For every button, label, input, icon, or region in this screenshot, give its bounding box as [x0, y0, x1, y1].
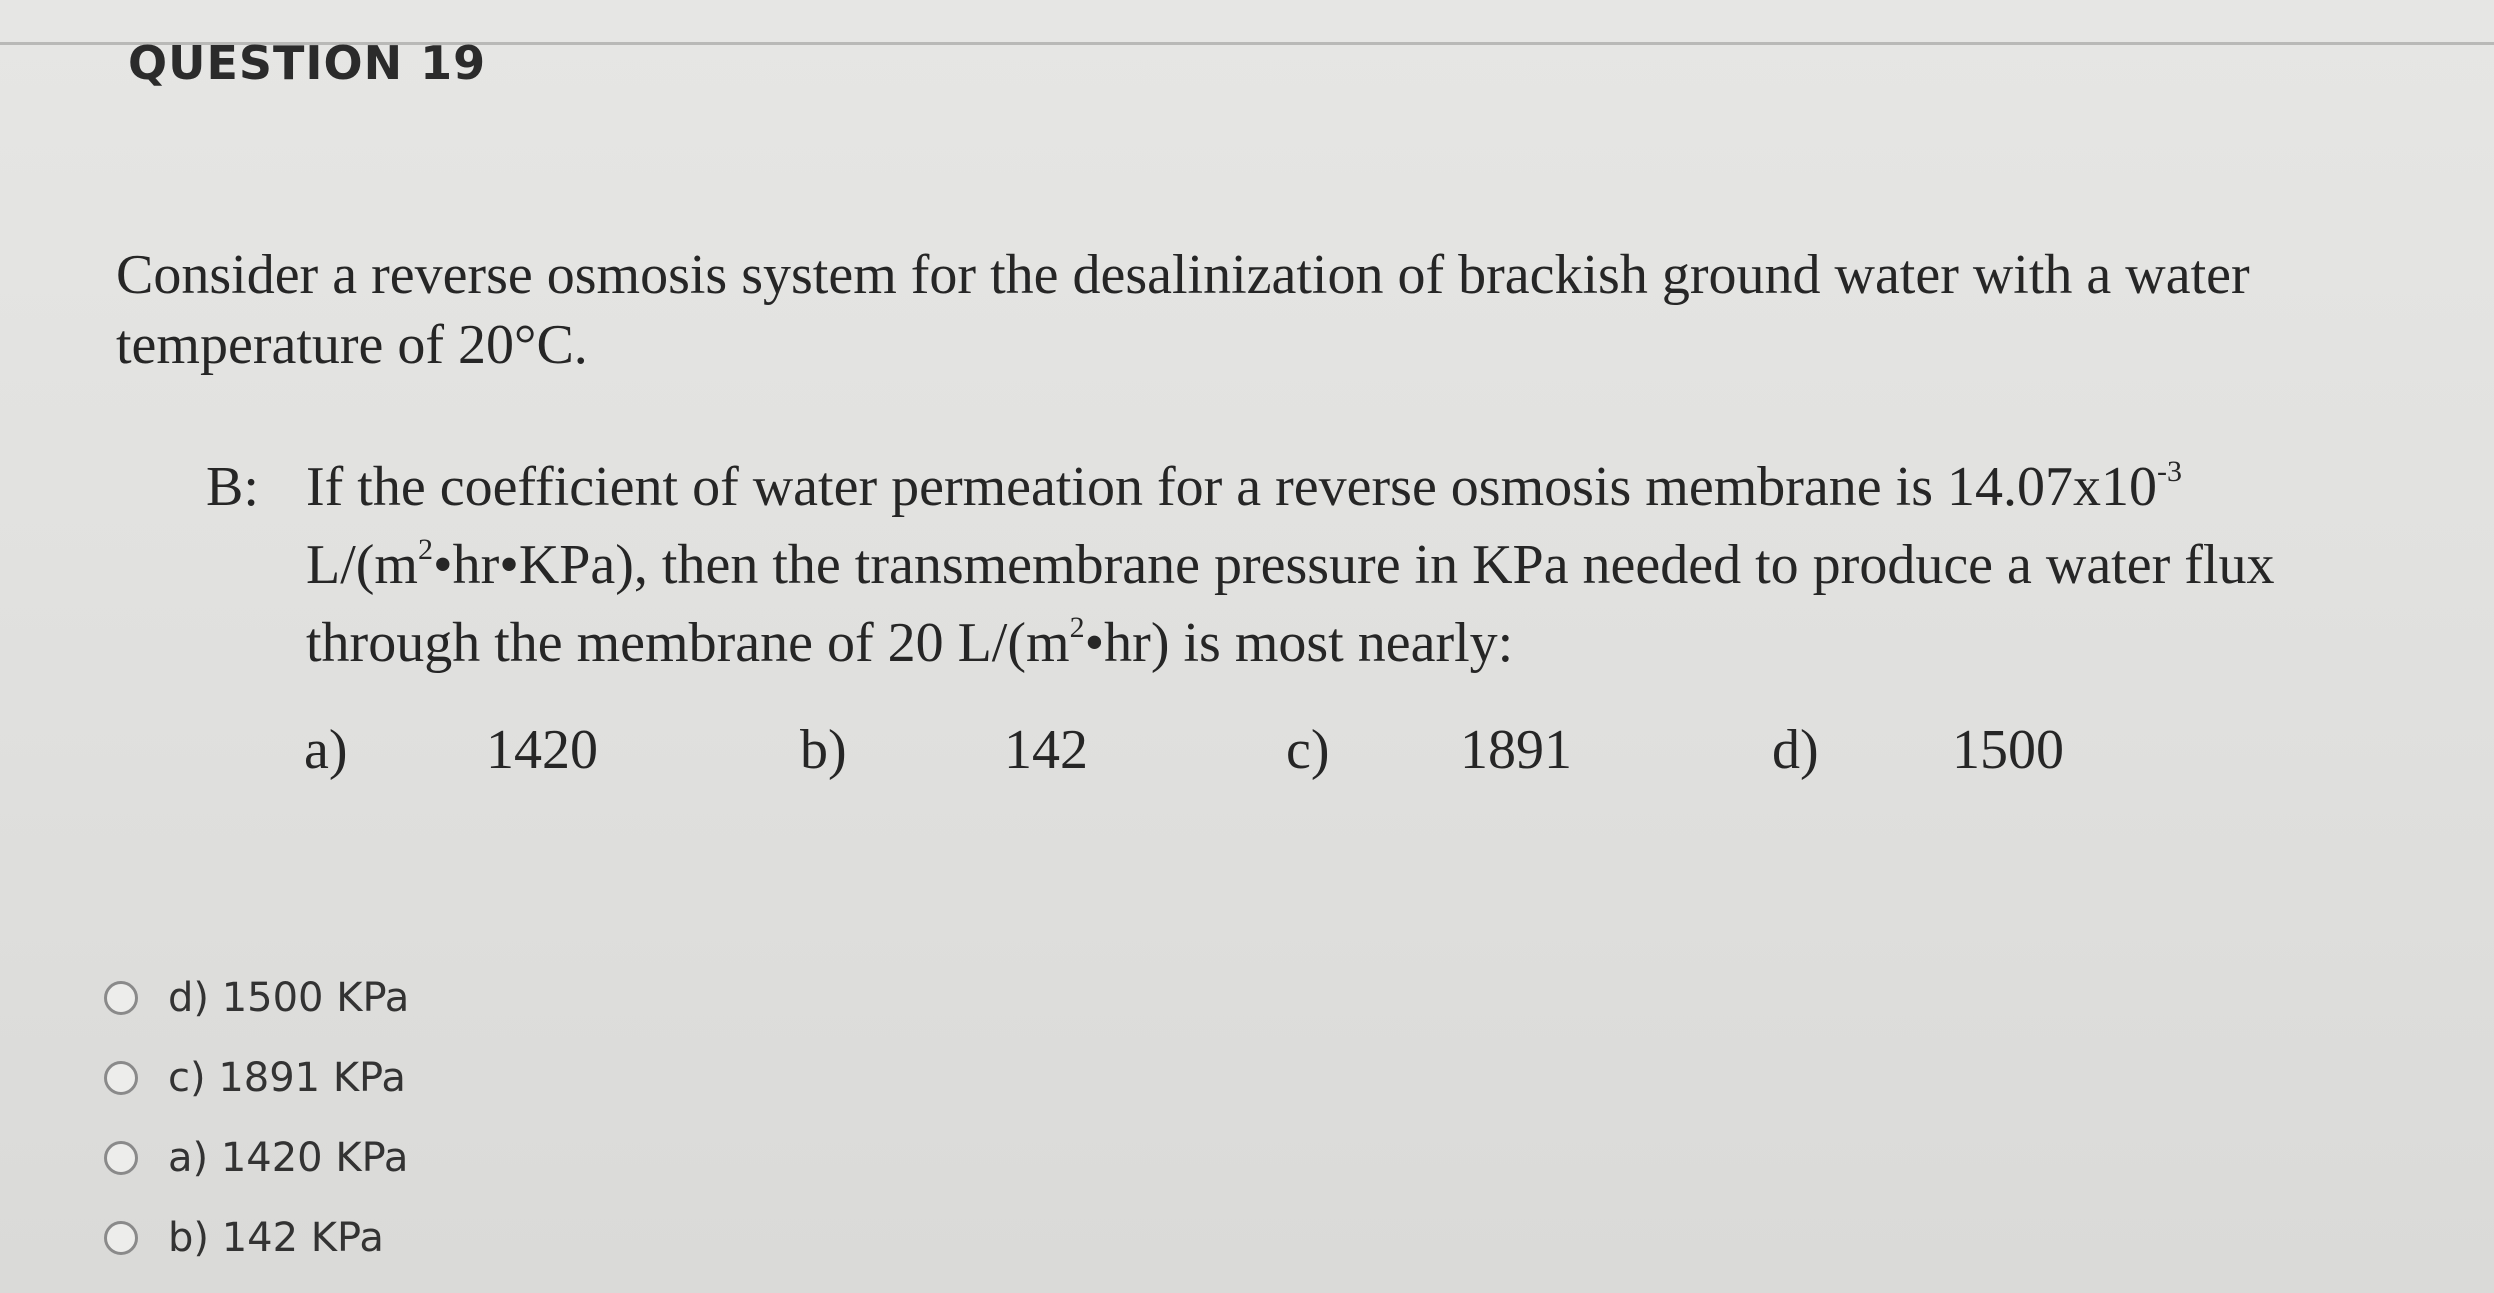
- choice-a-value: 1420: [486, 719, 598, 781]
- radio-button[interactable]: [104, 981, 138, 1015]
- answer-option-a[interactable]: [104, 1118, 409, 1198]
- radio-button[interactable]: [104, 1141, 138, 1175]
- question-part-b: [206, 448, 2446, 682]
- radio-button[interactable]: [104, 1061, 138, 1095]
- choice-b-value: 142: [1004, 719, 1088, 781]
- answer-option-c[interactable]: [104, 1038, 409, 1118]
- part-text-4: •hr) is most nearly:: [1084, 612, 1514, 674]
- exponent-2: 2: [417, 533, 433, 566]
- answer-label: c) 1891 KPa: [168, 1055, 406, 1101]
- choice-c-value: 1891: [1460, 719, 1572, 781]
- answer-option-d[interactable]: [104, 958, 409, 1038]
- question-title: QUESTION 19: [128, 36, 487, 90]
- answer-options: [104, 958, 409, 1278]
- part-text-3: •hr•KPa), then the transmembrane pressure in KPa needed to produce a water flux through the membrane of 20 L/(m: [306, 534, 2275, 674]
- answer-label: d) 1500 KPa: [168, 975, 410, 1021]
- question-prompt: Consider a reverse osmosis system for the desalinization of brackish ground water with a water temperature of 20°C.: [116, 244, 2250, 376]
- answer-label: a) 1420 KPa: [168, 1135, 409, 1181]
- choice-a-letter: a): [304, 719, 348, 781]
- choice-d-letter: d): [1772, 719, 1819, 781]
- choice-d-value: 1500: [1952, 719, 2064, 781]
- part-text-2: L/(m: [306, 534, 418, 596]
- part-text-1: If the coefficient of water permeation for a reverse osmosis membrane is 14.07x10: [306, 456, 2157, 518]
- choice-c-letter: c): [1286, 719, 1330, 781]
- answer-option-b[interactable]: [104, 1198, 409, 1278]
- part-label: B:: [206, 456, 259, 518]
- answer-label: b) 142 KPa: [168, 1215, 384, 1261]
- part-text: [306, 448, 2446, 682]
- radio-button[interactable]: [104, 1221, 138, 1255]
- exponent-3: 2: [1069, 611, 1085, 644]
- exponent-1: -3: [2156, 455, 2182, 488]
- inline-choices: [0, 718, 2494, 808]
- choice-b-letter: b): [800, 719, 847, 781]
